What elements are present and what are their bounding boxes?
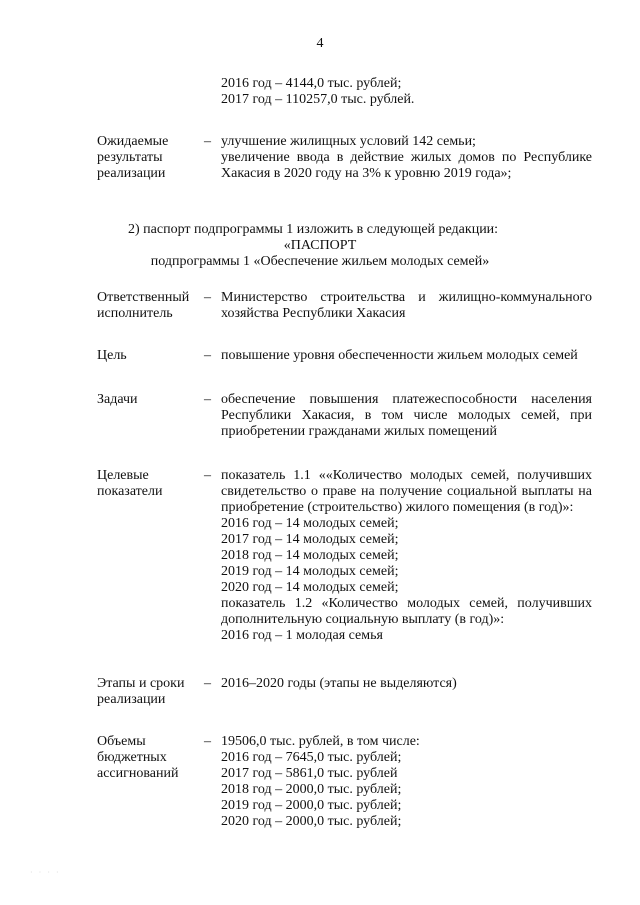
value-line: Хакасия в 2020 году на 3% к уровню 2019 года»; [221,166,512,181]
value-line: приобретении гражданами жилых помещений [221,424,497,439]
label-line: Объемы [97,734,146,749]
passport-subtitle: подпрограммы 1 «Обеспечение жильем молодых семей» [150,254,490,269]
value-line: 2019 год – 14 молодых семей; [221,564,399,579]
stages-value [221,676,592,692]
label-line: бюджетных [97,750,167,765]
goal-label [97,348,127,364]
indicators-label [97,468,163,500]
label-line: показатели [97,484,163,499]
expected-results-label [97,134,168,182]
expected-results-value [221,134,592,182]
value-line: показатель 1.2 «Количество молодых семей, получивших [221,596,592,611]
value-line: Республики Хакасия, в том числе молодых семей, при [221,408,592,423]
value-line: увеличение ввода в действие жилых домов по Республике [221,150,592,165]
value-line: свидетельство о праве на получение социальной выплаты на [221,484,592,499]
scan-artifact: · · · · [30,868,61,877]
value-line: улучшение жилищных условий 142 семьи; [221,134,476,149]
value-line: 19506,0 тыс. рублей, в том числе: [221,734,420,749]
top-line-2016: 2016 год – 4144,0 тыс. рублей; [221,76,402,91]
budget-label [97,734,178,782]
value-line: показатель 1.1 ««Количество молодых семей, получивших [221,468,592,483]
value-line: 2018 год – 2000,0 тыс. рублей; [221,782,402,797]
label-line: исполнитель [97,306,173,321]
stages-label [97,676,184,708]
value-line: 2019 год – 2000,0 тыс. рублей; [221,798,402,813]
value-line: приобретение (строительство) жилого помещения (в год)»: [221,500,574,515]
responsible-value [221,290,592,322]
page-number: 4 [316,36,324,51]
intro-line: 2) паспорт подпрограммы 1 изложить в следующей редакции: [128,222,499,237]
dash: – [204,734,211,749]
label-line: Ожидаемые [97,134,169,149]
tasks-label [97,392,138,408]
dash: – [204,676,211,691]
label-line: реализации [97,166,166,181]
value-line: 2016 год – 1 молодая семья [221,628,383,643]
value-line: 2017 год – 5861,0 тыс. рублей [221,766,398,781]
dash: – [204,468,211,483]
label-line: реализации [97,692,166,707]
value-line: 2017 год – 14 молодых семей; [221,532,399,547]
responsible-label [97,290,189,322]
indicators-value [221,468,592,644]
label-line: Этапы и сроки [97,676,185,691]
value-line: 2020 год – 14 молодых семей; [221,580,399,595]
value-line: 2018 год – 14 молодых семей; [221,548,399,563]
top-line-2017: 2017 год – 110257,0 тыс. рублей. [221,92,415,107]
budget-value [221,734,592,830]
value-line: дополнительную социальную выплату (в год)»: [221,612,505,627]
label-line: Целевые [97,468,149,483]
value-line: хозяйства Республики Хакасия [221,306,406,321]
goal-value [221,348,592,364]
passport-title: «ПАСПОРТ [283,238,357,253]
tasks-value [221,392,592,440]
label-line: Задачи [97,392,138,407]
value-line: Министерство строительства и жилищно-коммунального [221,290,592,305]
label-line: Цель [97,348,127,363]
value-line: повышение уровня обеспеченности жильем молодых семей [221,348,578,363]
value-line: обеспечение повышения платежеспособности населения [221,392,592,407]
value-line: 2016 год – 14 молодых семей; [221,516,399,531]
value-line: 2020 год – 2000,0 тыс. рублей; [221,814,402,829]
dash: – [204,348,211,363]
label-line: Ответственный [97,290,190,305]
label-line: результаты [97,150,163,165]
dash: – [204,392,211,407]
dash: – [204,134,211,149]
value-line: 2016 год – 7645,0 тыс. рублей; [221,750,402,765]
value-line: 2016–2020 годы (этапы не выделяются) [221,676,457,691]
label-line: ассигнований [97,766,179,781]
dash: – [204,290,211,305]
